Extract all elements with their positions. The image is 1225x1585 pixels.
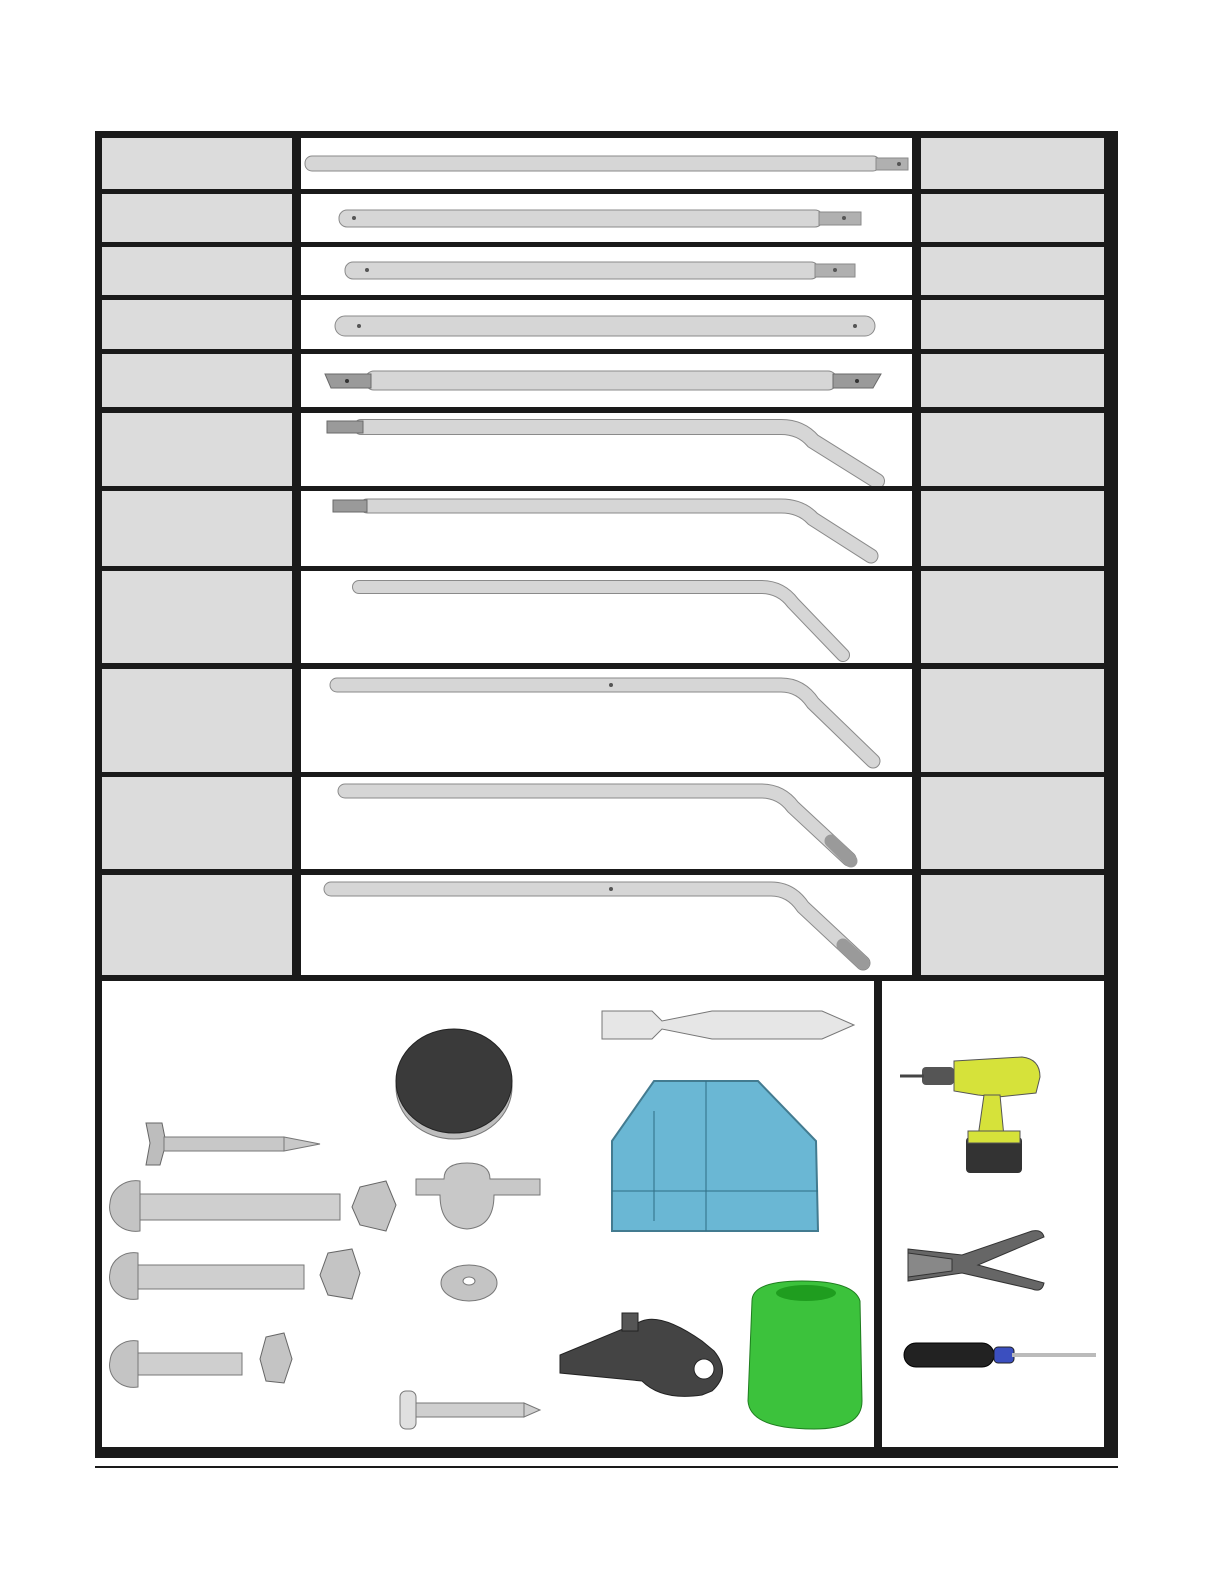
- part-image-cell: [301, 354, 912, 407]
- straight-tube-swaged-image: [301, 194, 912, 242]
- part-image-cell: [301, 571, 912, 663]
- part-label-cell: [102, 875, 292, 975]
- part-qty-cell: [921, 247, 1104, 295]
- part-image-cell: [301, 138, 912, 189]
- tube-row-10: [95, 777, 1118, 869]
- pipe-clamp-image: [416, 1163, 540, 1229]
- tools-illustrations: [882, 981, 1104, 1447]
- end-cap-disc-image: [396, 1029, 512, 1139]
- part-qty-cell: [921, 413, 1104, 486]
- screwdriver-image: [904, 1343, 1096, 1367]
- tube-row-7: [95, 491, 1118, 566]
- footer-rule: [95, 1466, 1118, 1468]
- tube-row-6: [95, 413, 1118, 486]
- part-label-cell: [102, 194, 292, 242]
- tube-row-11: [95, 875, 1118, 975]
- tube-row-8: [95, 571, 1118, 663]
- bent-tube-d-image: [301, 669, 912, 772]
- flat-head-screw-image: [146, 1123, 320, 1165]
- cordless-drill-image: [900, 1057, 1040, 1173]
- part-qty-cell: [921, 669, 1104, 772]
- bent-tube-f-image: [301, 875, 912, 975]
- part-image-cell: [301, 300, 912, 349]
- part-qty-cell: [921, 875, 1104, 975]
- hardware-illustrations: [102, 981, 874, 1447]
- hardware-panel: [102, 981, 874, 1447]
- short-bolt-image: [110, 1333, 292, 1387]
- part-qty-cell: [921, 777, 1104, 869]
- driver-bit-image: [602, 1011, 854, 1039]
- part-image-cell: [301, 777, 912, 869]
- bent-tube-b-image: [301, 491, 912, 566]
- part-label-cell: [102, 777, 292, 869]
- part-label-cell: [102, 669, 292, 772]
- straight-tube-long-image: [301, 138, 912, 189]
- tube-row-5: [95, 354, 1118, 407]
- pliers-image: [908, 1231, 1044, 1291]
- tube-row-2: [95, 194, 1118, 242]
- tools-panel: [882, 981, 1104, 1447]
- tube-row-4: [95, 300, 1118, 349]
- parts-sheet: [95, 131, 1118, 1458]
- part-qty-cell: [921, 300, 1104, 349]
- part-image-cell: [301, 669, 912, 772]
- part-label-cell: [102, 571, 292, 663]
- tube-row-3: [95, 247, 1118, 295]
- part-image-cell: [301, 875, 912, 975]
- part-qty-cell: [921, 571, 1104, 663]
- part-label-cell: [102, 413, 292, 486]
- bent-tube-a-image: [301, 413, 912, 486]
- flat-washer-image: [441, 1265, 497, 1301]
- part-image-cell: [301, 247, 912, 295]
- part-label-cell: [102, 491, 292, 566]
- bent-tube-c-image: [301, 571, 912, 663]
- straight-tube-swaged-short-image: [301, 247, 912, 295]
- part-qty-cell: [921, 138, 1104, 189]
- part-image-cell: [301, 413, 912, 486]
- part-label-cell: [102, 247, 292, 295]
- long-bolt-image: [110, 1181, 396, 1232]
- part-label-cell: [102, 138, 292, 189]
- medium-bolt-image: [110, 1249, 360, 1299]
- part-qty-cell: [921, 491, 1104, 566]
- part-image-cell: [301, 491, 912, 566]
- straight-tube-plain-image: [301, 300, 912, 349]
- bent-tube-e-image: [301, 777, 912, 869]
- tube-row-9: [95, 669, 1118, 772]
- black-bracket-image: [560, 1313, 723, 1396]
- part-label-cell: [102, 300, 292, 349]
- part-image-cell: [301, 194, 912, 242]
- green-foot-cap-image: [748, 1281, 862, 1429]
- straight-tube-flat-ends-image: [301, 354, 912, 407]
- part-qty-cell: [921, 354, 1104, 407]
- blue-roof-cover-image: [612, 1081, 818, 1231]
- tube-row-1: [95, 138, 1118, 189]
- part-qty-cell: [921, 194, 1104, 242]
- part-label-cell: [102, 354, 292, 407]
- pan-head-screw-image: [400, 1391, 540, 1429]
